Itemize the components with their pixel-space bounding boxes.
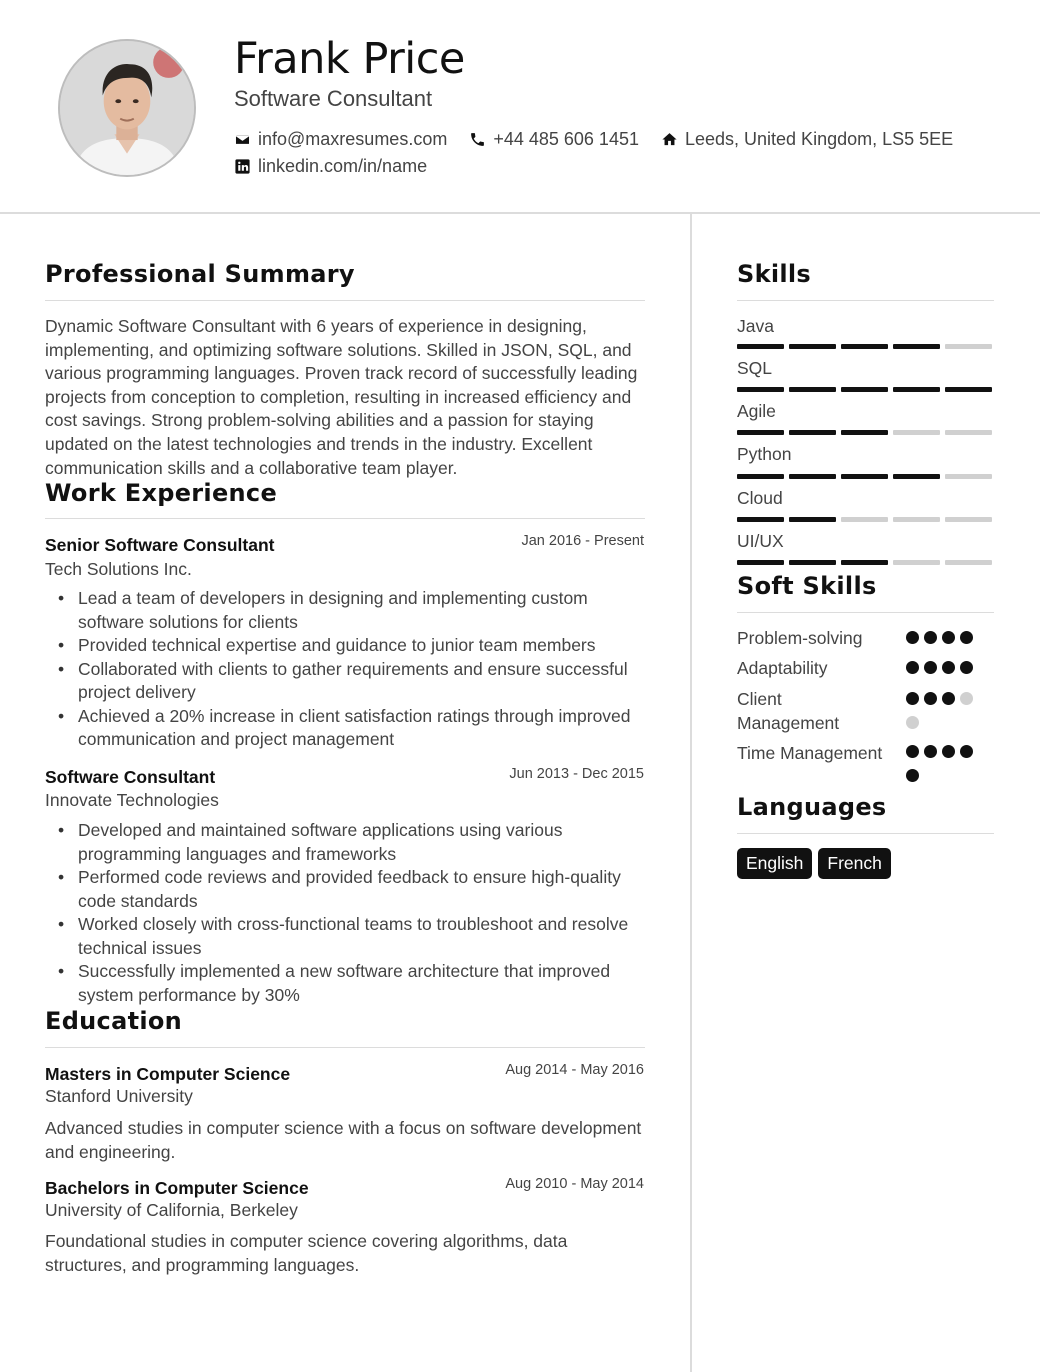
rating-dot xyxy=(906,716,919,729)
skill-level-segment xyxy=(945,474,992,479)
skill-name: Cloud xyxy=(737,488,783,508)
skill-level-segment xyxy=(789,387,836,392)
education-rule xyxy=(45,1047,645,1048)
contact-phone[interactable] xyxy=(469,129,639,150)
rating-dot xyxy=(906,745,919,758)
skill-level-segment xyxy=(841,387,888,392)
school-name: Stanford University xyxy=(45,1086,193,1106)
soft-skill-name: Problem-solving xyxy=(737,628,863,648)
profile-photo xyxy=(58,39,196,177)
rating-dot xyxy=(924,661,937,674)
job-title: Software Consultant xyxy=(45,767,216,787)
skill-level-segment xyxy=(841,344,888,349)
phone-icon xyxy=(469,131,486,148)
skill-level-bar xyxy=(737,474,997,479)
soft-skill-name: Adaptability xyxy=(737,658,828,678)
rating-dot xyxy=(942,631,955,644)
rating-dot xyxy=(942,661,955,674)
skill-name: UI/UX xyxy=(737,531,784,551)
rating-dot xyxy=(960,631,973,644)
skill-level-bar xyxy=(737,560,997,565)
soft-skill-rating xyxy=(906,631,984,655)
skill-level-segment xyxy=(789,560,836,565)
column-divider xyxy=(690,214,692,1372)
skill-level-segment xyxy=(893,474,940,479)
job-bullets xyxy=(78,587,648,752)
email-text: info@maxresumes.com xyxy=(258,129,448,149)
skill-level-segment xyxy=(737,344,784,349)
job-company: Tech Solutions Inc. xyxy=(45,559,192,579)
skill-level-bar xyxy=(737,430,997,435)
skill-name: Java xyxy=(737,316,774,336)
contact-row-secondary xyxy=(234,156,449,177)
candidate-role: Software Consultant xyxy=(234,86,433,111)
resume-header xyxy=(0,0,1040,214)
rating-dot xyxy=(960,745,973,758)
skill-name: Python xyxy=(737,444,792,464)
skill-level-segment xyxy=(893,387,940,392)
rating-dot xyxy=(942,692,955,705)
skill-name: SQL xyxy=(737,358,773,378)
contact-row xyxy=(234,129,975,150)
education-heading: Education xyxy=(45,1007,183,1035)
skill-level-segment xyxy=(841,430,888,435)
skill-level-segment xyxy=(945,430,992,435)
skill-level-segment xyxy=(945,344,992,349)
language-badge: French xyxy=(818,848,890,879)
soft-skill-rating xyxy=(906,745,984,793)
skill-level-segment xyxy=(789,517,836,522)
skill-level-segment xyxy=(893,560,940,565)
degree-title: Masters in Computer Science xyxy=(45,1064,291,1084)
job-dates: Jun 2013 - Dec 2015 xyxy=(509,766,644,782)
skill-level-segment xyxy=(945,387,992,392)
summary-rule xyxy=(45,300,645,301)
skills-rule xyxy=(737,300,994,301)
rating-dot xyxy=(906,692,919,705)
skill-level-segment xyxy=(737,474,784,479)
location-text: Leeds, United Kingdom, LS5 5EE xyxy=(684,129,954,149)
skill-level-segment xyxy=(737,430,784,435)
skill-level-bar xyxy=(737,517,997,522)
school-name: University of California, Berkeley xyxy=(45,1200,298,1220)
degree-description: Advanced studies in computer science with a focus on software development and engineering. xyxy=(45,1118,642,1162)
list-item: • Developed and maintained software applications using various programming languages and frameworks xyxy=(78,819,648,866)
skill-level-segment xyxy=(841,474,888,479)
home-icon xyxy=(661,131,678,148)
skill-level-segment xyxy=(789,474,836,479)
skill-level-segment xyxy=(893,430,940,435)
skill-level-bar xyxy=(737,387,997,392)
contact-location xyxy=(661,129,953,150)
rating-dot xyxy=(924,631,937,644)
skill-level-segment xyxy=(893,517,940,522)
candidate-name: Frank Price xyxy=(234,34,465,84)
job-bullets xyxy=(78,819,648,1007)
phone-text: +44 485 606 1451 xyxy=(493,129,639,149)
list-item: • Successfully implemented a new software architecture that improved system performance by 30% xyxy=(78,960,648,1007)
degree-description: Foundational studies in computer science covering algorithms, data structures, and programming languages. xyxy=(45,1231,568,1275)
skill-level-segment xyxy=(893,344,940,349)
skill-level-segment xyxy=(789,430,836,435)
skill-level-segment xyxy=(737,517,784,522)
languages-rule xyxy=(737,833,994,834)
list-item: • Achieved a 20% increase in client satisfaction ratings through improved communication and project management xyxy=(78,705,648,752)
skills-heading: Skills xyxy=(737,260,812,288)
job-company: Innovate Technologies xyxy=(45,790,219,810)
degree-dates: Aug 2014 - May 2016 xyxy=(505,1062,644,1078)
list-item: • Worked closely with cross-functional teams to troubleshoot and resolve technical issues xyxy=(78,913,648,960)
degree-title: Bachelors in Computer Science xyxy=(45,1178,309,1198)
summary-heading: Professional Summary xyxy=(45,260,355,288)
soft-skill-rating xyxy=(906,692,984,740)
rating-dot xyxy=(924,745,937,758)
language-list xyxy=(737,848,897,879)
soft-skill-name: Client Management xyxy=(737,689,840,733)
soft-skills-heading: Soft Skills xyxy=(737,572,877,600)
rating-dot xyxy=(960,692,973,705)
experience-rule xyxy=(45,518,645,519)
linkedin-icon xyxy=(234,158,251,175)
linkedin-text: linkedin.com/in/name xyxy=(258,156,428,176)
skill-name: Agile xyxy=(737,401,776,421)
list-item: • Lead a team of developers in designing and implementing custom software solutions for clients xyxy=(78,587,648,634)
skill-level-segment xyxy=(945,560,992,565)
envelope-icon xyxy=(234,131,251,148)
rating-dot xyxy=(960,661,973,674)
job-title: Senior Software Consultant xyxy=(45,535,275,555)
contact-email[interactable] xyxy=(234,129,447,150)
list-item: • Collaborated with clients to gather requirements and ensure successful project delivery xyxy=(78,658,648,705)
rating-dot xyxy=(924,692,937,705)
list-item: • Provided technical expertise and guidance to junior team members xyxy=(78,634,648,658)
rating-dot xyxy=(906,661,919,674)
skill-level-bar xyxy=(737,344,997,349)
skill-level-segment xyxy=(945,517,992,522)
skill-level-segment xyxy=(737,560,784,565)
list-item: • Performed code reviews and provided feedback to ensure high-quality code standards xyxy=(78,866,648,913)
job-dates: Jan 2016 - Present xyxy=(521,533,644,549)
degree-dates: Aug 2010 - May 2014 xyxy=(505,1176,644,1192)
languages-heading: Languages xyxy=(737,793,887,821)
rating-dot xyxy=(906,631,919,644)
soft-skills-rule xyxy=(737,612,994,613)
soft-skill-name: Time Management xyxy=(737,743,883,763)
rating-dot xyxy=(942,745,955,758)
soft-skill-rating xyxy=(906,661,984,685)
experience-heading: Work Experience xyxy=(45,479,278,507)
skill-level-segment xyxy=(841,560,888,565)
language-badge: English xyxy=(737,848,812,879)
skill-level-segment xyxy=(789,344,836,349)
summary-text: Dynamic Software Consultant with 6 years of experience in designing, implementing, and optimizing software solutions. Skilled in JSON, SQL, and various programming languages. Proven track record of successfully leading projects from conception to completion, resulting in increased efficiency and cost savings. Strong problem-solving abilities and a passion for staying updated on the latest technologies and trends in the industry. Excellent communication skills and a collaborative team player. xyxy=(45,316,638,478)
contact-linkedin[interactable] xyxy=(234,156,427,177)
skill-level-segment xyxy=(841,517,888,522)
rating-dot xyxy=(906,769,919,782)
skill-level-segment xyxy=(737,387,784,392)
